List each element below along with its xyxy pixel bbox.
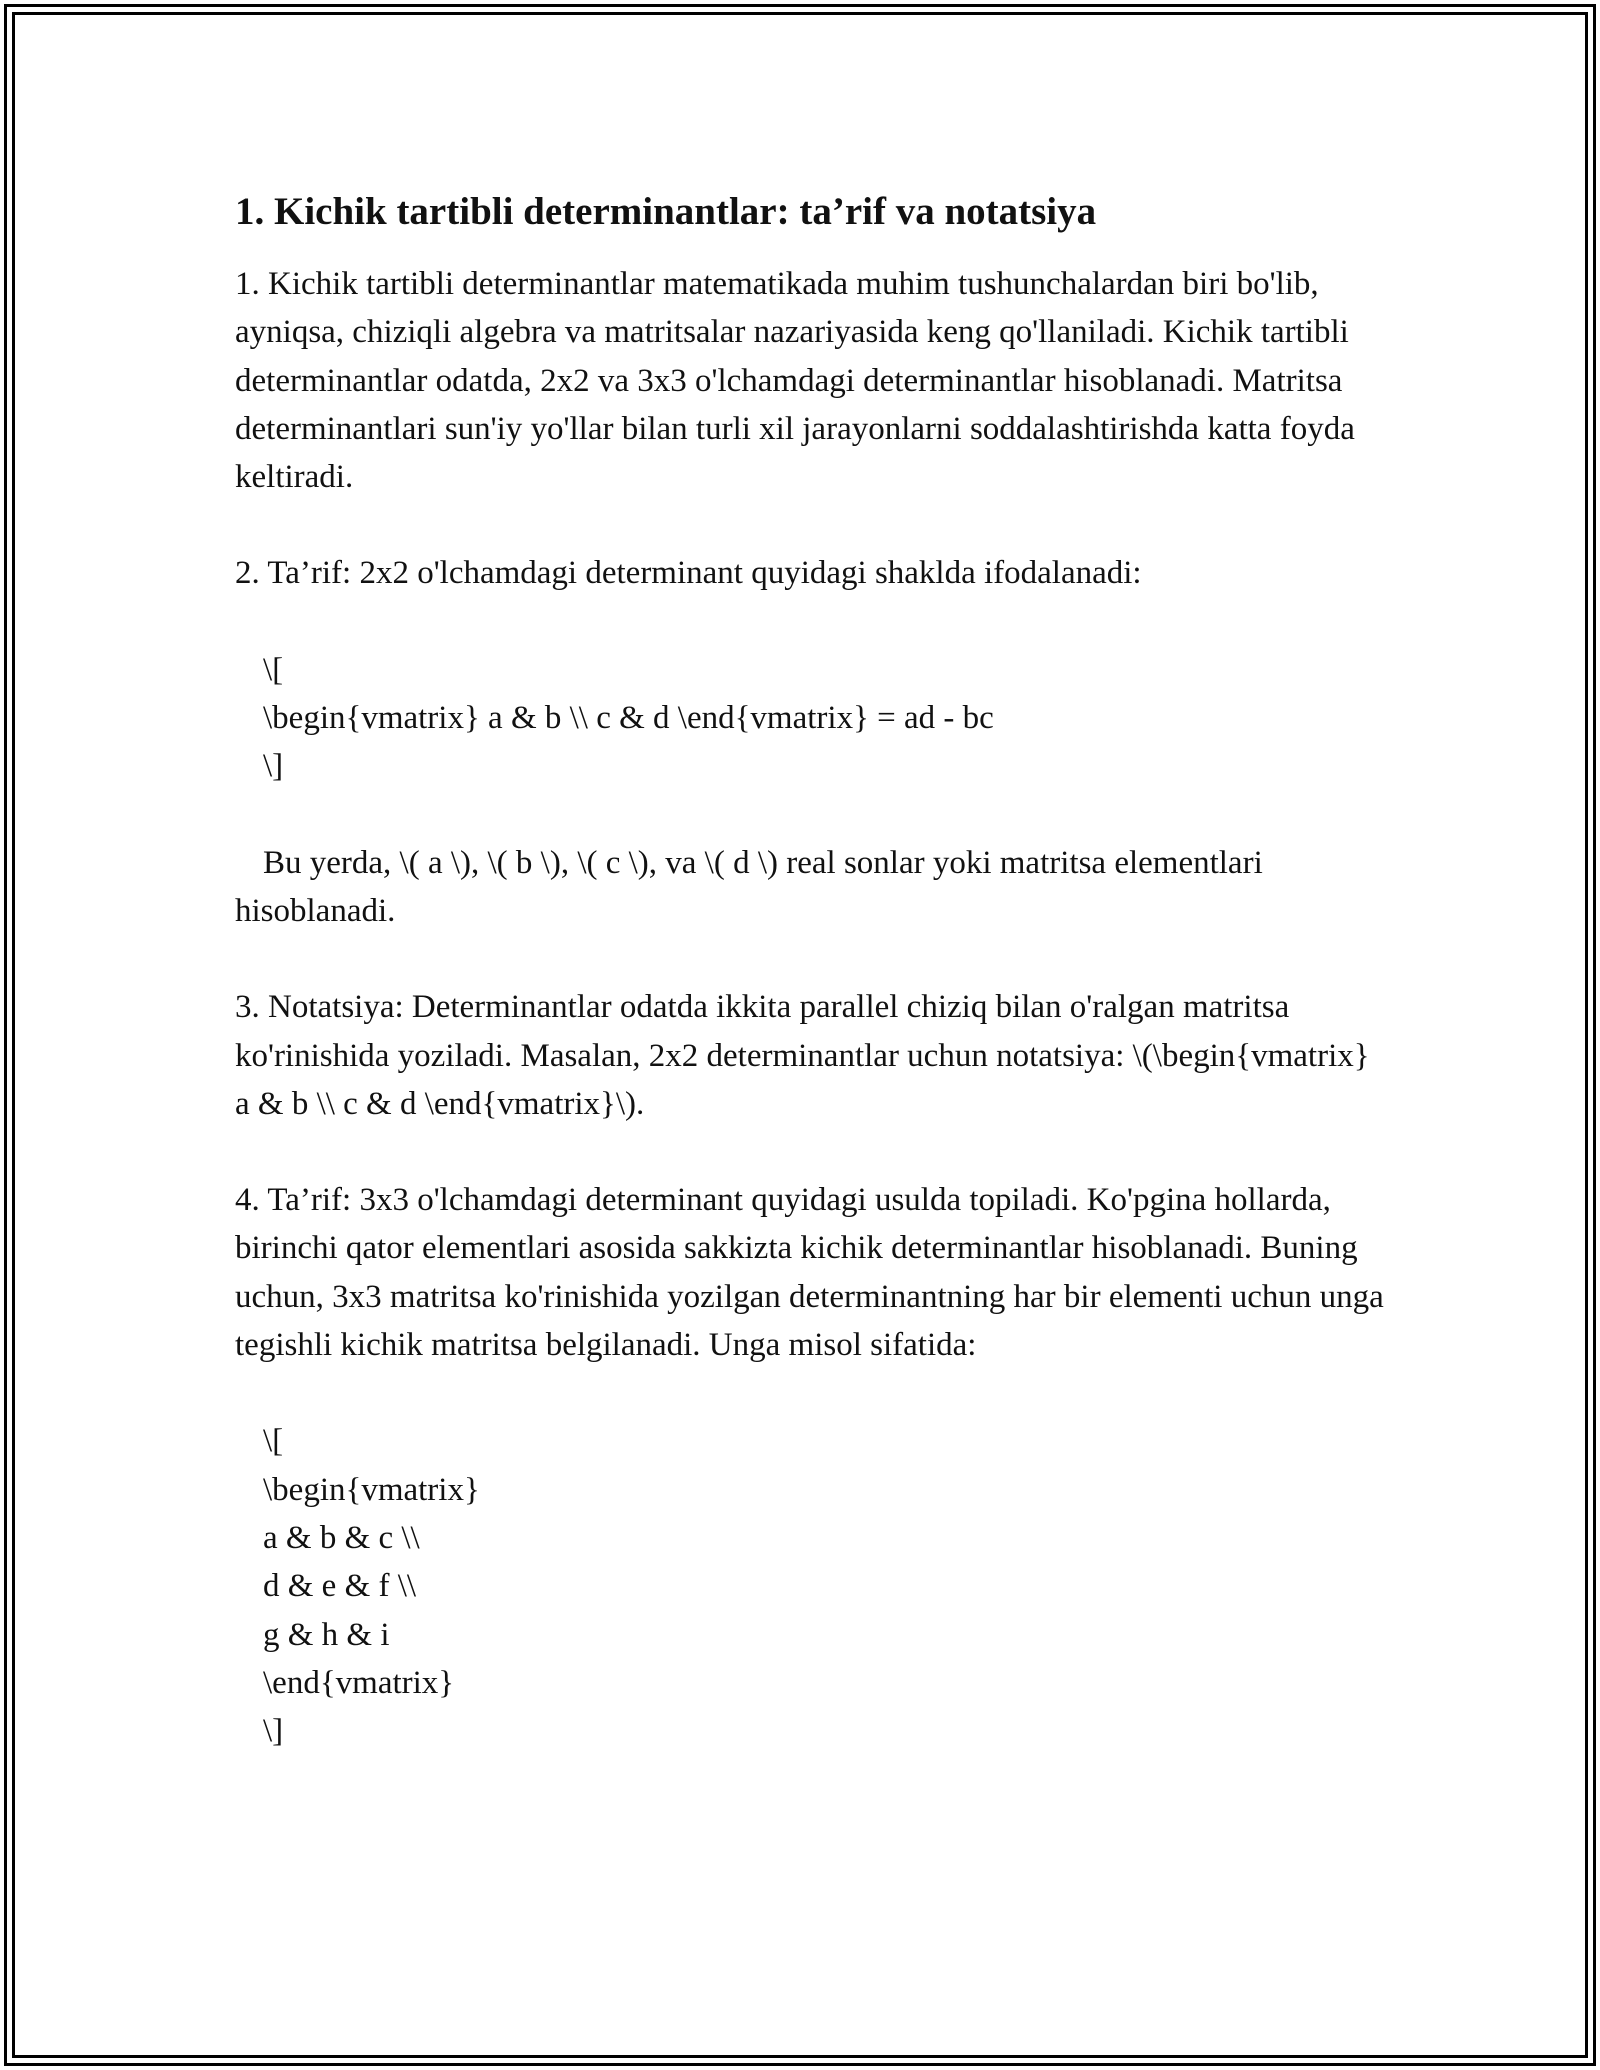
paragraph-intro: 1. Kichik tartibli determinantlar matematikada muhim tushunchalardan biri bo'lib, ayniqsa, chiziqli algebra va matritsalar nazariyasida keng qo'llaniladi. Kichik tartibli determinantlar odatda, 2x2 va 3x3 o'lchamdagi determinantlar hisoblanadi. Matritsa determinantlari sun'iy yo'llar bilan turli xil jarayonlarni soddalashtirishda katta foyda keltiradi. xyxy=(235,266,1355,496)
formula-line: \[ xyxy=(263,651,284,688)
paragraph-definition-3x3: 4. Ta’rif: 3x3 o'lchamdagi determinant quyidagi usulda topiladi. Ko'pgina hollarda, birinchi qator elementlari asosida sakkizta kichik determinantlar hisoblanadi. Buning uchun, 3x3 matritsa ko'rinishida yozilgan determinantning har bir elementi uchun unga tegishli kichik matritsa belgilanadi. Unga misol sifatida: xyxy=(235,1182,1384,1364)
paragraph-notation: 3. Notatsiya: Determinantlar odatda ikkita parallel chiziq bilan o'ralgan matritsa ko'rinishida yoziladi. Masalan, 2x2 determinantlar uchun notatsiya: \(\begin{vmatrix} a & b \\ c & d \end{vmatrix}\). xyxy=(235,989,1370,1122)
paragraph-explanation: Bu yerda, \( a \), \( b \), \( c \), va \( d \) real sonlar yoki matritsa elementlari hisoblanadi. xyxy=(235,844,1263,929)
formula-line: g & h & i xyxy=(263,1616,390,1653)
formula-2x2 xyxy=(235,646,1385,791)
formula-line: \] xyxy=(263,1713,284,1750)
formula-line: \] xyxy=(263,748,284,785)
document-body xyxy=(235,186,1385,1755)
formula-line: \begin{vmatrix} xyxy=(263,1471,480,1508)
formula-line: \[ xyxy=(263,1423,284,1460)
paragraph-definition-2x2: 2. Ta’rif: 2x2 o'lchamdagi determinant quyidagi shakldа ifodalanadi: xyxy=(235,555,1142,592)
formula-line: \begin{vmatrix} a & b \\ c & d \end{vmatrix} = ad - bc xyxy=(263,700,994,737)
formula-line: a & b & c \\ xyxy=(263,1519,420,1556)
formula-3x3 xyxy=(235,1417,1385,1755)
section-heading: 1. Kichik tartibli determinantlar: ta’rif va notatsiya xyxy=(235,190,1097,233)
formula-line: d & e & f \\ xyxy=(263,1568,417,1605)
formula-line: \end{vmatrix} xyxy=(263,1664,455,1701)
